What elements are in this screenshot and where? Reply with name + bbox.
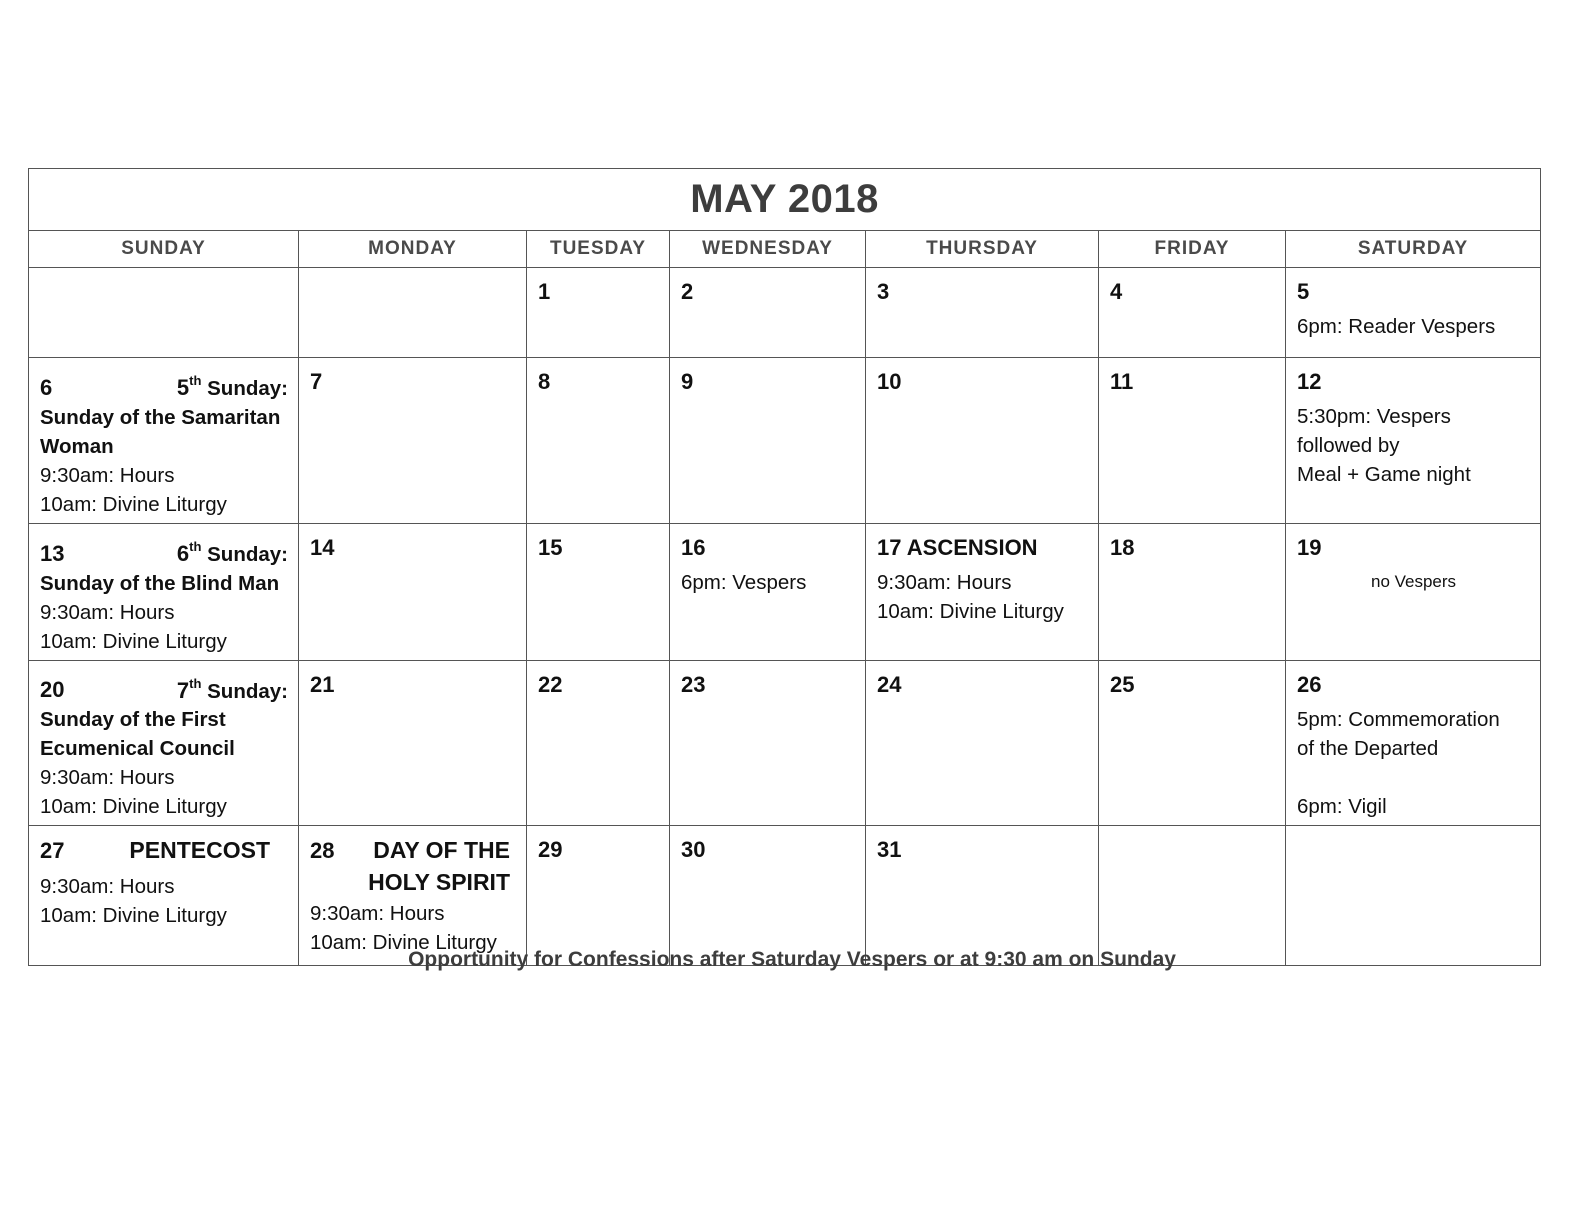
event-text: followed by [1297, 434, 1400, 457]
day-cell [866, 268, 1099, 358]
day-number: 27 [40, 838, 65, 864]
day-cell [670, 660, 866, 826]
day-cell [527, 660, 670, 826]
days-of-week-row [29, 231, 1541, 268]
day-number: 19 [1297, 534, 1322, 560]
event-text: of the Departed [1297, 736, 1439, 760]
day-number: 9 [681, 369, 694, 394]
event-text: 6pm: Vespers [681, 570, 807, 594]
day-number: 6 [40, 374, 53, 400]
day-cell [527, 826, 670, 966]
day-number: 15 [538, 534, 563, 560]
feast-name: Ecumenical Council [40, 737, 235, 761]
day-cell [299, 660, 527, 826]
day-number: 17 ASCENSION [877, 534, 1038, 560]
day-cell [1286, 660, 1541, 826]
day-cell [1286, 268, 1541, 358]
day-cell [527, 268, 670, 358]
spacer [1297, 763, 1530, 792]
confession-note: Opportunity for Confessions after Saturday Vespers or at 9:30 am on Sunday [408, 948, 1176, 971]
day-cell [29, 358, 299, 524]
week-row [29, 268, 1541, 358]
day-number: 28 [310, 838, 335, 864]
day-number: 11 [1110, 369, 1134, 394]
day-cell [1099, 358, 1286, 524]
day-number: 14 [310, 534, 335, 560]
day-number: 30 [681, 837, 706, 863]
day-number: 10 [877, 369, 902, 394]
day-number: 8 [538, 369, 551, 394]
event-text: 10am: Divine Liturgy [40, 795, 227, 819]
dow-sunday: SUNDAY [29, 231, 299, 268]
dow-friday: FRIDAY [1099, 231, 1286, 268]
day-cell [866, 523, 1099, 660]
day-number: 18 [1110, 534, 1135, 560]
day-cell [29, 660, 299, 826]
dow-saturday: SATURDAY [1286, 231, 1541, 268]
day-cell [866, 826, 1099, 966]
day-cell [29, 826, 299, 966]
day-number: 22 [538, 671, 563, 697]
day-cell [866, 660, 1099, 826]
day-number: 4 [1110, 279, 1123, 304]
day-number: 16 [681, 534, 706, 560]
day-number: 23 [681, 671, 706, 697]
day-number: 5 [1297, 279, 1310, 304]
day-number: 12 [1297, 369, 1322, 394]
day-number: 1 [538, 279, 551, 304]
day-cell [866, 358, 1099, 524]
day-cell [1099, 268, 1286, 358]
day-cell [527, 523, 670, 660]
day-cell [670, 523, 866, 660]
day-cell [670, 268, 866, 358]
feast-name: Woman [40, 434, 114, 458]
day-cell [29, 523, 299, 660]
day-cell [1099, 523, 1286, 660]
day-number: 26 [1297, 671, 1322, 697]
event-text: Meal + Game night [1297, 463, 1471, 486]
feast-name: DAY OF THE [373, 837, 510, 864]
day-number: 2 [681, 279, 694, 304]
day-cell-empty [299, 268, 527, 358]
week-row [29, 826, 1541, 966]
feast-name: Sunday of the First [40, 708, 226, 732]
event-text: 6pm: Reader Vespers [1297, 315, 1496, 338]
day-cell [670, 826, 866, 966]
day-number: 3 [877, 279, 890, 304]
day-number: 7 [310, 369, 323, 394]
event-text: 10am: Divine Liturgy [40, 904, 227, 928]
dow-tuesday: TUESDAY [527, 231, 670, 268]
event-text: 10am: Divine Liturgy [40, 629, 227, 653]
event-text: 5pm: Commemoration [1297, 707, 1500, 731]
sunday-ordinal: 6th Sunday: [176, 538, 288, 566]
dow-monday: MONDAY [299, 231, 527, 268]
day-cell [299, 523, 527, 660]
sunday-ordinal: 7th Sunday: [176, 675, 288, 703]
day-number: 20 [40, 677, 65, 703]
feast-name: Sunday of the Blind Man [40, 571, 280, 595]
dow-wednesday: WEDNESDAY [670, 231, 866, 268]
day-cell-empty [1286, 826, 1541, 966]
note-text: no Vespers [1370, 571, 1457, 591]
feast-name: PENTECOST [129, 837, 270, 864]
week-row [29, 523, 1541, 660]
event-text: 10am: Divine Liturgy [40, 492, 227, 516]
event-text: 9:30am: Hours [40, 875, 175, 899]
event-text: 6pm: Vigil [1297, 794, 1387, 818]
day-number: 31 [877, 837, 902, 863]
day-cell [1099, 660, 1286, 826]
calendar-table [28, 168, 1541, 966]
feast-name: Sunday of the Samaritan [40, 405, 281, 429]
event-text: 9:30am: Hours [877, 570, 1012, 594]
day-number: 21 [310, 671, 335, 697]
day-number: 29 [538, 837, 563, 863]
day-number: 24 [877, 671, 902, 697]
event-text: 9:30am: Hours [310, 902, 445, 926]
day-number: 13 [40, 540, 65, 566]
day-cell [299, 358, 527, 524]
feast-name: HOLY SPIRIT [368, 869, 510, 896]
day-cell [1286, 358, 1541, 524]
event-text: 9:30am: Hours [40, 766, 175, 790]
day-cell [299, 826, 527, 966]
calendar-title: MAY 2018 [29, 169, 1541, 231]
day-cell-empty [29, 268, 299, 358]
event-text: 9:30am: Hours [40, 600, 175, 624]
day-number: 25 [1110, 671, 1135, 697]
day-cell [1286, 523, 1541, 660]
event-text: 5:30pm: Vespers [1297, 405, 1451, 428]
week-row [29, 660, 1541, 826]
day-cell [527, 358, 670, 524]
dow-thursday: THURSDAY [866, 231, 1099, 268]
event-text: 10am: Divine Liturgy [310, 931, 497, 955]
event-text: 10am: Divine Liturgy [877, 599, 1064, 623]
event-text: 9:30am: Hours [40, 463, 175, 487]
week-row [29, 358, 1541, 524]
sunday-ordinal: 5th Sunday: [176, 373, 288, 400]
day-cell [670, 358, 866, 524]
day-cell-empty [1099, 826, 1286, 966]
